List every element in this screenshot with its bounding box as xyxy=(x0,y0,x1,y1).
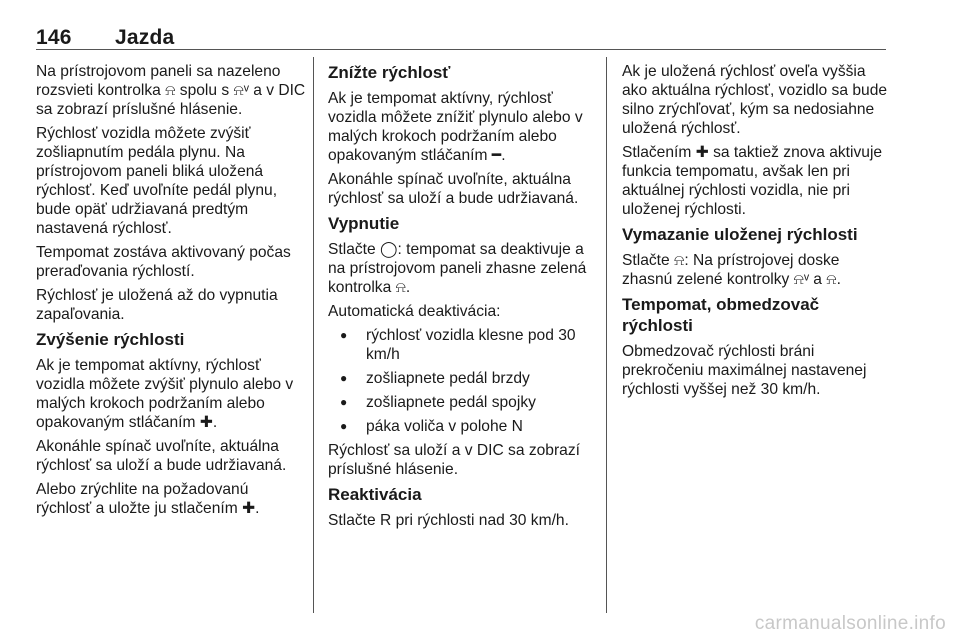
watermark: carmanualsonline.info xyxy=(754,613,946,634)
paragraph: Akonáhle spínač uvoľníte, aktuálna rýchlosť sa uloží a bude udržiavaná. xyxy=(328,171,579,207)
page-number: 146 xyxy=(36,26,72,49)
paragraph: Ak je tempomat aktívny, rýchlosť vozidla môžete zvýšiť plynulo alebo v malých krokoch podržaním alebo opakovaným stláčaním ✚. xyxy=(36,357,294,431)
section-heading: Reaktivácia xyxy=(328,485,422,504)
paragraph: Ak je uložená rýchlosť oveľa vyššia ako aktuálna rýchlosť, vozidlo sa bude silno zrýchľovať, kým sa nedosiahne uložená rýchlosť. xyxy=(622,63,888,137)
section-heading: Zvýšenie rýchlosti xyxy=(36,330,185,349)
bullet-list xyxy=(328,326,598,436)
section-heading: Vymazanie uloženej rýchlosti xyxy=(622,225,858,244)
paragraph: Akonáhle spínač uvoľníte, aktuálna rýchlosť sa uloží a bude udržiavaná. xyxy=(36,438,287,474)
paragraph: Na prístrojovom paneli sa nazeleno rozsvieti kontrolka ⍾ spolu s ⍾ᵛ a v DIC sa zobrazí príslušné hlásenie. xyxy=(36,63,306,118)
list-item: ● zošliapnete pedál brzdy xyxy=(328,369,598,388)
section-heading: Tempomat, obmedzovač rýchlosti xyxy=(622,295,820,335)
paragraph: Stlačte R pri rýchlosti nad 30 km/h. xyxy=(328,512,569,529)
paragraph: Stlačte ◯: tempomat sa deaktivuje a na prístrojovom paneli zhasne zelená kontrolka ⍾. xyxy=(328,241,587,296)
paragraph: Automatická deaktivácia: xyxy=(328,303,501,320)
list-item: ● zošliapnete pedál spojky xyxy=(328,393,598,412)
paragraph: Tempomat zostáva aktivovaný počas preraďovania rýchlostí. xyxy=(36,244,291,280)
section-heading: Znížte rýchlosť xyxy=(328,63,451,82)
column-1 xyxy=(36,62,306,523)
paragraph: Stlačením ✚ sa taktiež znova aktivuje funkcia tempomatu, avšak len pri aktuálnej rýchlosti vozidla, nie pri uloženej rýchlosti. xyxy=(622,144,883,218)
paragraph: Rýchlosť sa uloží a v DIC sa zobrazí príslušné hlásenie. xyxy=(328,442,580,478)
paragraph: Alebo zrýchlite na požadovanú rýchlosť a uložte ju stlačením ✚. xyxy=(36,481,260,517)
column-divider-1 xyxy=(313,57,314,613)
paragraph: Rýchlosť vozidla môžete zvýšiť zošliapnutím pedála plynu. Na prístrojovom paneli bliká uložená rýchlosť. Keď uvoľníte pedál plynu, bude opäť udržiavaná predtým nastavená rýchlosť. xyxy=(36,125,278,237)
column-divider-2 xyxy=(606,57,607,613)
paragraph: Stlačte ⍾: Na prístrojovej doske zhasnú zelené kontrolky ⍾ᵛ a ⍾. xyxy=(622,252,841,288)
paragraph: Rýchlosť je uložená až do vypnutia zapaľovania. xyxy=(36,287,278,323)
paragraph: Ak je tempomat aktívny, rýchlosť vozidla môžete znížiť plynulo alebo v malých krokoch podržaním alebo opakovaným stláčaním ━. xyxy=(328,90,583,164)
column-3 xyxy=(622,62,892,404)
section-heading: Vypnutie xyxy=(328,214,400,233)
header-rule xyxy=(36,49,886,50)
section-title: Jazda xyxy=(115,26,175,49)
column-2 xyxy=(328,62,598,535)
list-item: ● rýchlosť vozidla klesne pod 30 km/h xyxy=(328,326,598,364)
paragraph: Obmedzovač rýchlosti bráni prekročeniu maximálnej nastavenej rýchlosti vyššej než 30 km/h. xyxy=(622,343,867,398)
list-item: ● páka voliča v polohe N xyxy=(328,417,598,436)
